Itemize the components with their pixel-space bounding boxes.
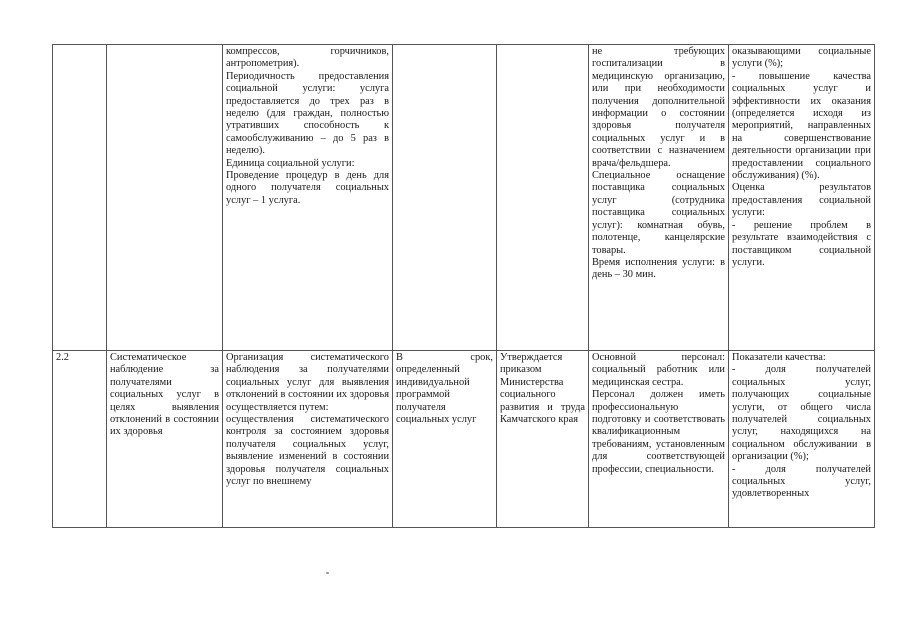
cell-standard: Утверждается приказом Министерства социального развития и труда Камчатского края [497, 351, 589, 528]
quality-paragraph: - повышение качества социальных услуг и эффективности их оказания (определяется исходя из мероприятий, направленных на совершенствование деятельности организации при предоставлении социального обслуживания) (%). [732, 70, 871, 182]
cell-description [223, 351, 393, 528]
description-paragraph: Организация систематического наблюдения за получателями социальных услуг для выявления отклонений в состоянии их здоровья осуществляется путем: [226, 352, 389, 413]
conditions-paragraph: Персонал должен иметь профессиональную подготовку и соответствовать квалификационным требованиям, установленным для соответствующей профессии, специальности. [592, 389, 725, 475]
quality-paragraph: оказывающими социальные услуги (%); [732, 46, 871, 70]
cell-service-name: Систематическое наблюдение за получателями социальных услуг в целях выявления отклонений в состоянии их здоровья [107, 351, 223, 528]
quality-paragraph: - решение проблем в результате взаимодействия с поставщиком социальной услуги. [732, 219, 871, 268]
description-paragraph: компрессов, горчичников, антропометрия). [226, 46, 389, 70]
description-paragraph: Периодичность предоставления социальной услуги: услуга предоставляется до трех раз в неделю (для граждан, полностью утративших способность к самообслуживанию – до 5 раз в неделю). [226, 70, 389, 157]
table-row [53, 351, 875, 528]
quality-paragraph: - доля получателей социальных услуг, получающих социальные услуги, от общего числа получателей социальных услуг, находящихся на социальном обслуживании в организации (%); [732, 364, 871, 463]
description-paragraph: Проведение процедур в день для одного получателя социальных услуг – 1 услуга. [226, 170, 389, 206]
cell-conditions [589, 45, 729, 351]
cell-quality [729, 351, 875, 528]
scan-speck [326, 572, 329, 574]
cell-timing [393, 45, 497, 351]
conditions-paragraph: Специальное оснащение поставщика социальных услуг (сотрудника поставщика социальных услуг): комнатная обувь, полотенце, канцелярские товары. [592, 170, 725, 256]
quality-paragraph: - доля получателей социальных услуг, удовлетворенных [732, 463, 871, 500]
cell-number [53, 45, 107, 351]
cell-service-name [107, 45, 223, 351]
services-table [52, 44, 875, 528]
cell-quality [729, 45, 875, 351]
cell-description [223, 45, 393, 351]
cell-number: 2.2 [53, 351, 107, 528]
cell-conditions [589, 351, 729, 528]
conditions-paragraph: Время исполнения услуги: в день – 30 мин. [592, 256, 725, 281]
quality-paragraph: Оценка результатов предоставления социальной услуги: [732, 182, 871, 219]
conditions-paragraph: не требующих госпитализации в медицинскую организацию, или при необходимости получения дополнительной информации о состоянии здоровья получателя социальных услуг и в соответствии с назначением врача/фельдшера. [592, 46, 725, 169]
description-paragraph: осуществления систематического контроля за состоянием здоровья получателя социальных услуг, выявление изменений в состоянии здоровья получателя социальных услуг по внешнему [226, 414, 389, 488]
cell-timing: В срок, определенный индивидуальной программой получателя социальных услуг [393, 351, 497, 528]
description-paragraph: Единица социальной услуги: [226, 157, 355, 169]
conditions-paragraph: Основной персонал: социальный работник или медицинская сестра. [592, 352, 725, 388]
cell-standard [497, 45, 589, 351]
quality-paragraph: Показатели качества: [732, 352, 826, 363]
table-row [53, 45, 875, 351]
